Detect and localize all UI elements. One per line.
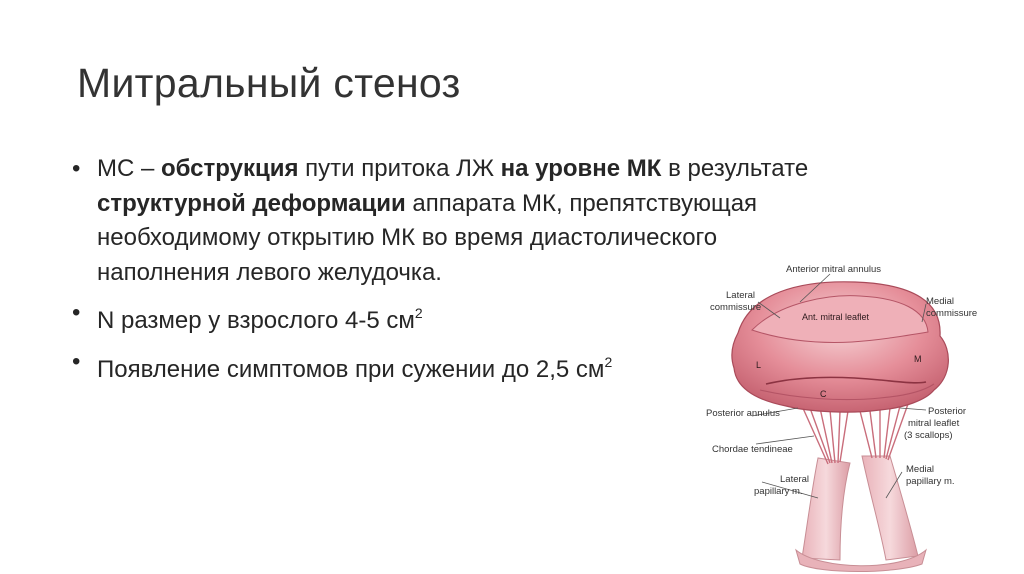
anterior-annulus-label: Anterior mitral annulus xyxy=(786,264,882,275)
posterior-leaflet-label-1: Posterior xyxy=(928,406,967,417)
text-segment: в результате xyxy=(661,155,809,182)
l-marker: L xyxy=(756,360,762,370)
bullet-marker: • xyxy=(72,299,81,326)
text-segment: N размер у взрослого 4-5 см xyxy=(97,307,415,334)
medial-papillary-label-1: Medial xyxy=(906,464,934,475)
mitral-valve-svg xyxy=(690,258,1020,574)
m-marker: M xyxy=(914,354,922,364)
c-marker: C xyxy=(820,389,827,399)
posterior-annulus-label: Posterior annulus xyxy=(706,408,780,419)
lateral-commissure-label-2: commissure xyxy=(710,302,762,313)
medial-papillary-label-2: papillary m. xyxy=(906,476,955,487)
bold-term: на уровне МК xyxy=(500,155,662,182)
posterior-leaflet-label-2: mitral leaflet xyxy=(908,418,960,429)
mitral-valve-illustration xyxy=(690,258,1020,574)
bullet-marker: • xyxy=(72,155,81,182)
text-segment: МС – xyxy=(97,155,162,182)
medial-commissure-label-2: commissure xyxy=(926,308,978,319)
text-segment: пути притока ЛЖ xyxy=(298,155,501,182)
lateral-papillary-label-2: papillary m. xyxy=(754,486,803,497)
text-segment: аппарата МК, препятствующая необходимому открытию МК во время диастолического наполнения левого желудочка. xyxy=(97,189,758,286)
slide-title: Митральный стеноз xyxy=(77,60,461,106)
chordae-label: Chordae tendineae xyxy=(712,444,793,455)
medial-commissure-label-1: Medial xyxy=(926,296,954,307)
bold-term: обструкция xyxy=(161,155,299,182)
chordae-tendineae xyxy=(802,404,908,464)
posterior-leaflet-label-3: (3 scallops) xyxy=(904,430,953,441)
ant-leaflet-label: Ant. mitral leaflet xyxy=(802,312,870,322)
bullet-marker: • xyxy=(72,347,81,375)
bold-term: структурной деформации xyxy=(97,189,406,217)
lateral-papillary-label-1: Lateral xyxy=(780,474,810,485)
lateral-commissure-label-1: Lateral xyxy=(726,290,756,301)
lateral-papillary-muscle xyxy=(802,458,850,560)
superscript: 2 xyxy=(604,353,613,370)
superscript: 2 xyxy=(414,305,423,321)
text-segment: Появление симптомов при сужении до 2,5 см xyxy=(97,355,605,383)
